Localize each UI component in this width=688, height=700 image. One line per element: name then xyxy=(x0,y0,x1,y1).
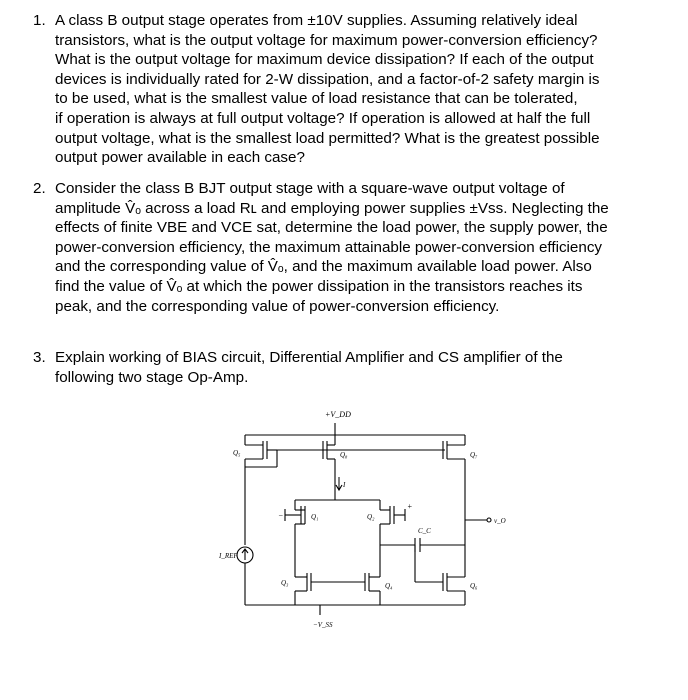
question-number: 2. xyxy=(33,180,46,197)
svg-text:I: I xyxy=(343,481,346,489)
question-text xyxy=(55,11,655,168)
text-line: following two stage Op-Amp. xyxy=(55,368,249,386)
text-line: if operation is always at full output voltage? If operation is allowed at half the full xyxy=(55,109,591,127)
question-number: 1. xyxy=(33,12,46,29)
text-line: output voltage, what is the smallest load permitted? What is the greatest possible xyxy=(55,129,600,147)
text-line: power-conversion efficiency, the maximum attainable power-conversion efficiency xyxy=(55,238,603,256)
text-line: peak, and the corresponding value of power-conversion efficiency. xyxy=(55,297,500,315)
text-line: find the value of V̂ₒ at which the power dissipation in the transistors reaches its xyxy=(55,277,583,295)
transistor-q5 xyxy=(233,435,277,545)
text-line: transistors, what is the output voltage for maximum power-conversion efficiency? xyxy=(55,31,598,49)
question-text xyxy=(55,179,655,316)
vss-label: −V_SS xyxy=(313,621,333,629)
svg-text:Q₄: Q₄ xyxy=(385,582,393,590)
svg-text:Q₁: Q₁ xyxy=(311,513,319,521)
text-line: devices is individually rated for 2-W dissipation, and a factor-of-2 safety margin is xyxy=(55,70,600,88)
plus-terminal: + xyxy=(407,502,413,511)
svg-text:Q₆: Q₆ xyxy=(470,582,478,590)
transistor-q2 xyxy=(367,500,412,570)
text-line: to be used, what is the smallest value of load resistance that can be tolerated, xyxy=(55,90,578,108)
circuit-diagram xyxy=(215,405,515,635)
two-stage-op-amp-circuit xyxy=(215,405,515,640)
transistor-q8 xyxy=(323,435,348,500)
transistor-q1 xyxy=(278,500,319,570)
question-number: 3. xyxy=(33,349,46,366)
text-line: effects of finite VBE and VCE sat, determine the load power, the supply power, the xyxy=(55,219,608,237)
transistor-q6 xyxy=(415,545,478,605)
text-line: output power available in each case? xyxy=(55,149,305,167)
text-line: amplitude V̂ₒ across a load Rʟ and employing power supplies ±Vss. Neglecting the xyxy=(55,199,609,217)
question-text xyxy=(55,348,655,387)
transistor-q4 xyxy=(365,570,393,605)
compensation-capacitor xyxy=(380,527,465,552)
iref-source xyxy=(218,547,253,605)
text-line: Explain working of BIAS circuit, Differential Amplifier and CS amplifier of the xyxy=(55,349,563,366)
text-line: and the corresponding value of V̂ₒ, and the maximum available load power. Also xyxy=(55,258,592,276)
minus-terminal: − xyxy=(278,511,284,520)
transistor-q3 xyxy=(281,570,365,605)
text-line: Consider the class B BJT output stage with a square-wave output voltage of xyxy=(55,180,565,197)
svg-text:I_REF: I_REF xyxy=(219,552,238,560)
vdd-label: +V_DD xyxy=(325,410,351,419)
svg-text:Q₈: Q₈ xyxy=(340,451,348,459)
svg-text:Q₇: Q₇ xyxy=(470,451,478,459)
svg-text:C_C: C_C xyxy=(418,527,431,535)
svg-text:Q₅: Q₅ xyxy=(233,449,241,457)
svg-text:Q₂: Q₂ xyxy=(367,513,375,521)
svg-text:Q₃: Q₃ xyxy=(281,579,289,587)
transistor-q7 xyxy=(443,435,478,560)
output-node xyxy=(487,518,491,522)
text-line: What is the output voltage for maximum device dissipation? If each of the output xyxy=(55,51,594,69)
output-label: v_O xyxy=(494,517,506,525)
text-line: A class B output stage operates from ±10V supplies. Assuming relatively ideal xyxy=(55,12,578,29)
